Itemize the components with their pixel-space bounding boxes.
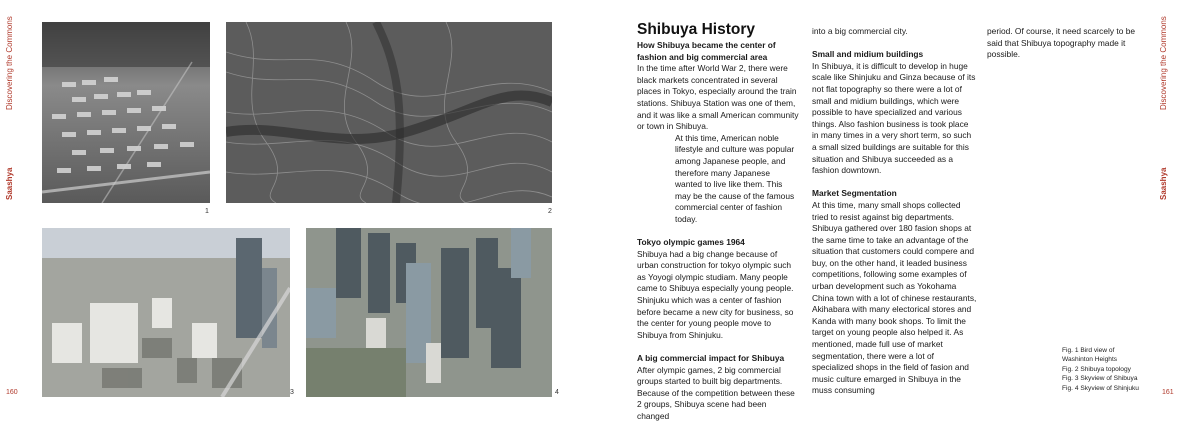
figure-3-number: 3 (290, 389, 294, 396)
paragraph-commercial-impact: After olympic games, 2 big commercial groups started to built big departments. Because of the competition between these 2 groups, Shibuya scene had been changed (637, 364, 795, 421)
running-head-left: Discovering the Commons (5, 16, 14, 110)
running-head-right: Discovering the Commons (1159, 16, 1168, 110)
caption-fig-3: Fig. 3 Skyview of Shibuya (1062, 375, 1138, 383)
paragraph-olympic: Shibuya had a big change because of urban construction for tokyo olympic such as Yoyogi olympic studiam. Many people came to Shibuya especially young people. Shinjuku which was a center of fashion before became a new city for business, so the center for young people move to Shibuya from Shinjuku. (637, 248, 794, 340)
page-number-left: 160 (6, 389, 18, 396)
figure-4-number: 4 (555, 389, 559, 396)
figure-1-number: 1 (205, 208, 209, 215)
heading-center-of-fashion: How Shibuya became the center of fashion and big commercial area (637, 40, 776, 62)
paragraph-continued: into a big commercial city. (812, 26, 908, 36)
figure-4-shinjuku-photo (306, 228, 552, 397)
heading-commercial-impact: A big commercial impact for Shibuya (637, 353, 785, 364)
caption-fig-2: Fig. 2 Shibuya topology (1062, 365, 1131, 373)
page-title: Shibuya History (637, 21, 755, 38)
heading-olympic-1964: Tokyo olympic games 1964 (637, 237, 745, 248)
page-number-right: 161 (1162, 389, 1174, 396)
text-column-2 (812, 26, 977, 397)
text-column-1 (637, 40, 799, 423)
paragraph-market-segmentation: At this time, many small shops collected tried to resist against big departments. Shibuya gathered over 180 fasion shops at the same time to take an advantage of the situation that customers could compere and buy, on the other hand, it leaded business competitions, following some examples of urban development such as Yokohama China town with a lot of chinese restaurants, Akihabara with many electorical stores and Kanda with many book shops. To limit the target on young people also helped it. As mentioned, made full use of market segmentation, there were a lot of specialized shops in the field of fasion and music culture emarged in Shibuya in the muss consuming (812, 199, 977, 396)
figure-2-number: 2 (548, 208, 552, 215)
paragraph-small-buildings: In Shibuya, it is difficult to develop in huge scale like Shinjuku and Ginza because of its not flat topography so there were a lot of small and midium buildings, which were possible to have specialized and various things. Also fashion business is took place in many times in a very short term, so such a small sized buildings are suitable for this situation and Shibuya succeeded as a fashion downtown. (812, 60, 976, 176)
figure-captions (1062, 346, 1142, 393)
paragraph-american-lifestyle: At this time, American noble lifestyle and culture was popular among Japanese people, and therefore many Japanese wanted to live like them. This may be the cause of the famous commercial center of fashion today. (675, 132, 795, 224)
text-column-3 (987, 26, 1145, 61)
figure-2-topography-photo (226, 22, 552, 203)
caption-fig-4: Fig. 4 Skyview of Shinjuku (1062, 384, 1139, 392)
figure-3-shibuya-photo (42, 228, 290, 397)
heading-small-buildings: Small and midium buildings (812, 49, 924, 60)
paragraph-postwar: In the time after World War 2, there were black markets concentrated in several places in Tokyo, especially around the train stations. Shibuya Station was one of them, and it was like a small American community or town in Shibuya. (637, 63, 799, 132)
caption-fig-1: Fig. 1 Bird view of Washinton Heights (1062, 347, 1118, 364)
paragraph-topography: period. Of course, it need scarcely to be said that Shibuya topography made it possible. (987, 26, 1136, 60)
heading-market-segmentation: Market Segmentation (812, 188, 897, 199)
figure-1-aerial-photo (42, 22, 210, 203)
section-label-right: Saashya (1159, 167, 1168, 200)
section-label-left: Saashya (5, 167, 14, 200)
